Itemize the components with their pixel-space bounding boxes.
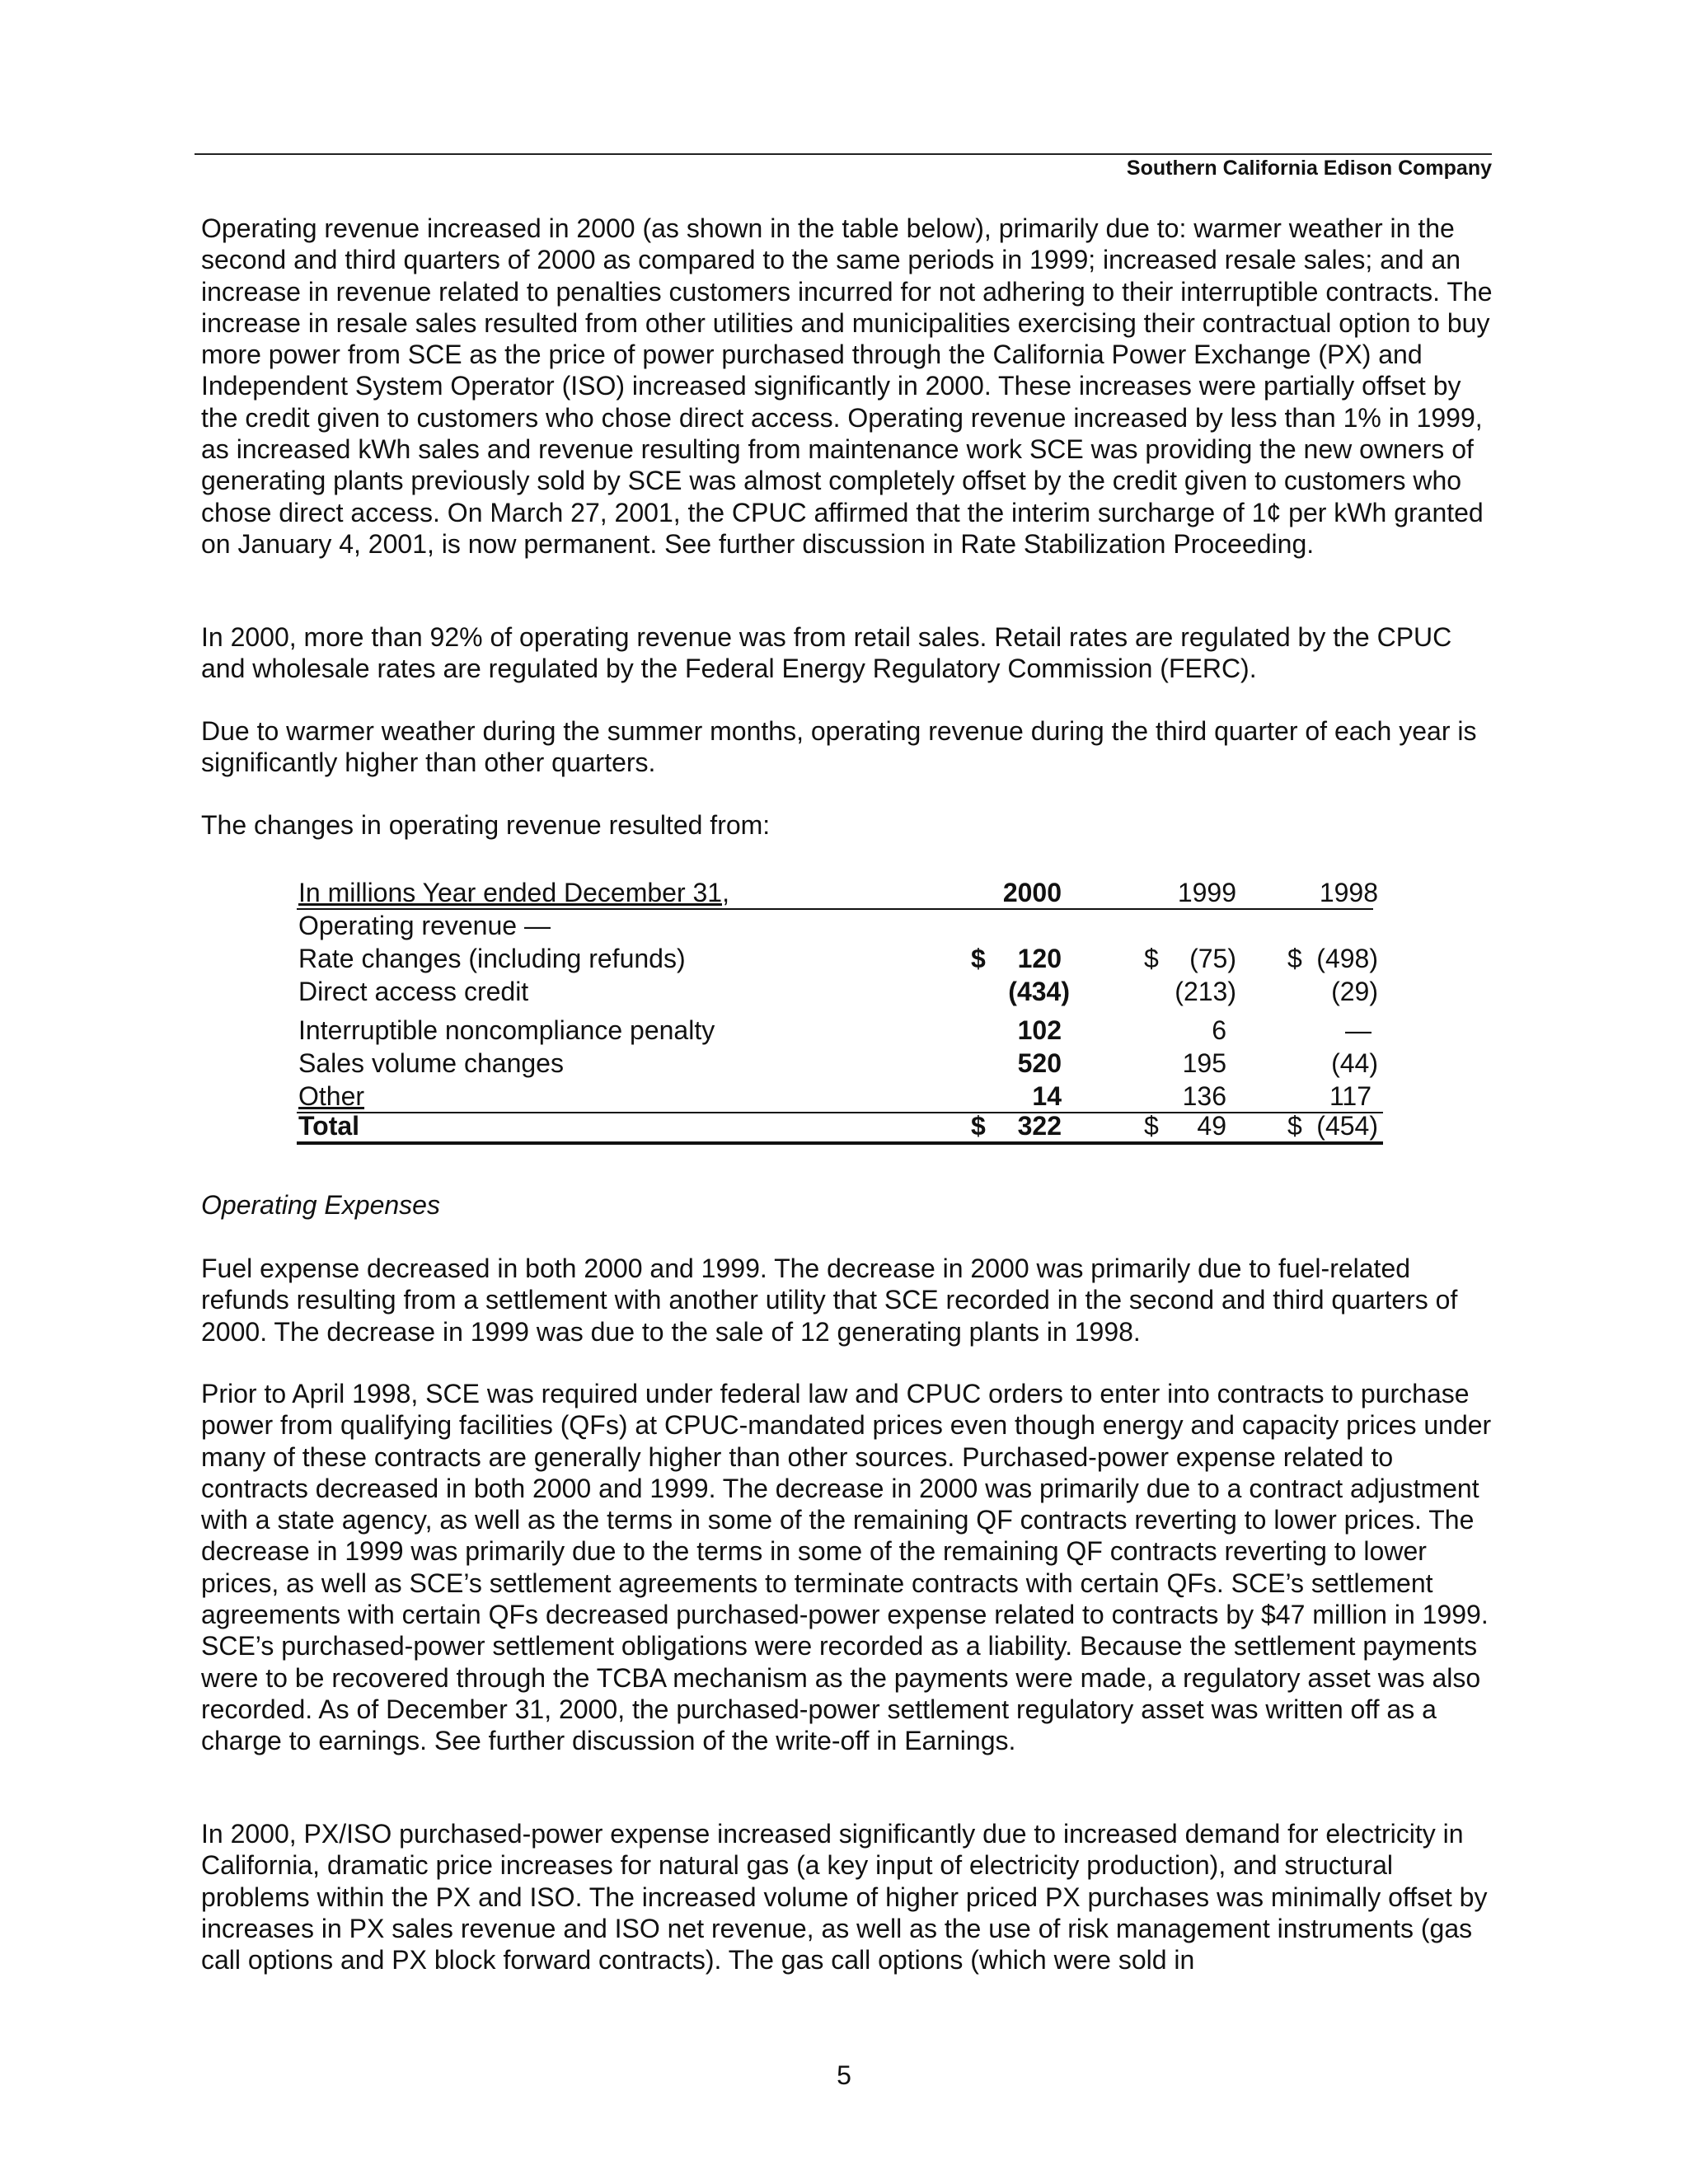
section-heading-operating-expenses: Operating Expenses <box>201 1190 440 1220</box>
company-name: Southern California Edison Company <box>1126 157 1492 180</box>
row-label: Sales volume changes <box>298 1048 564 1078</box>
table-header-1999: 1999 <box>1177 878 1236 907</box>
value-1998: (498) <box>1316 944 1378 973</box>
value-1998: (29) <box>1331 977 1378 1006</box>
table-row <box>297 1047 1383 1080</box>
paragraph-revenue-increase: Operating revenue increased in 2000 (as shown in the table below), primarily due to: warmer weather in the second and third quarters of 2000 as compared to the same periods in 1999; increased resale sales; and an increase in revenue related to penalties customers incurred for not adhering to their interruptible contracts. The increase in resale sales resulted from other utilities and municipalities exercising their contractual option to buy more power from SCE as the price of power purchased through the California Power Exchange (PX) and Independent System Operator (ISO) increased significantly in 2000. These increases were partially offset by the credit given to customers who chose direct access. Operating revenue increased by less than 1% in 1999, as increased kWh sales and revenue resulting from maintenance work SCE was providing the new owners of generating plants previously sold by SCE was almost completely offset by the credit given to customers who chose direct access. On March 27, 2001, the CPUC affirmed that the interim surcharge of 1¢ per kWh granted on January 4, 2001, is now permanent. See further discussion in Rate Stabilization Proceeding. <box>201 213 1493 559</box>
paragraph-px-iso-expense: In 2000, PX/ISO purchased-power expense increased significantly due to increased demand for electricity in California, dramatic price increases for natural gas (a key input of electricity production), and structural problems within the PX and ISO. The increased volume of higher priced PX purchases was minimally offset by increases in PX sales revenue and ISO net revenue, as well as the use of risk management instruments (gas call options and PX block forward contracts). The gas call options (which were sold in <box>201 1819 1488 1975</box>
dollar-sign: $ <box>1144 944 1159 973</box>
table-row <box>297 1015 1383 1047</box>
value-1999: 195 <box>1182 1048 1226 1078</box>
table-header-label: In millions Year ended December 31, <box>298 878 729 907</box>
dollar-sign: $ <box>1287 1111 1302 1141</box>
value-2000: (434) <box>1008 977 1070 1006</box>
table-header-2000: 2000 <box>1002 878 1062 907</box>
value-1999: (213) <box>1175 977 1236 1006</box>
total-1998: (454) <box>1316 1111 1378 1141</box>
table-row <box>297 1080 1383 1110</box>
total-2000: 322 <box>1017 1111 1062 1141</box>
value-1999: (75) <box>1189 944 1236 973</box>
dollar-sign: $ <box>971 1111 986 1141</box>
table-section-row <box>297 910 1383 943</box>
value-1999: 136 <box>1182 1081 1226 1111</box>
paragraph-warmer-weather: Due to warmer weather during the summer months, operating revenue during the third quarter of each year is significantly higher than other quarters. <box>201 716 1477 778</box>
total-label: Total <box>298 1111 360 1141</box>
table-row <box>297 976 1383 1015</box>
total-double-rule <box>297 1141 1383 1145</box>
table-header-1998: 1998 <box>1319 878 1378 907</box>
row-label: Rate changes (including refunds) <box>298 944 686 973</box>
value-1999: 6 <box>1212 1015 1226 1045</box>
dollar-sign: $ <box>1287 944 1302 973</box>
value-1998: (44) <box>1331 1048 1378 1078</box>
row-label: Other <box>298 1081 365 1111</box>
value-1998: 117 <box>1329 1081 1372 1111</box>
table-section-label: Operating revenue — <box>298 911 551 940</box>
table-total-row <box>297 1110 1383 1143</box>
row-label: Direct access credit <box>298 977 529 1006</box>
operating-revenue-table <box>297 877 1383 1143</box>
paragraph-fuel-expense: Fuel expense decreased in both 2000 and 1999. The decrease in 2000 was primarily due to fuel-related refunds resulting from a settlement with another utility that SCE recorded in the second and third quarters of 2000. The decrease in 1999 was due to the sale of 12 generating plants in 1998. <box>201 1254 1458 1347</box>
value-2000: 520 <box>1017 1048 1062 1078</box>
table-header-row <box>297 877 1383 910</box>
value-2000: 14 <box>1032 1081 1062 1111</box>
total-1999: 49 <box>1197 1111 1226 1141</box>
paragraph-table-intro: The changes in operating revenue resulted from: <box>201 810 771 840</box>
row-label: Interruptible noncompliance penalty <box>298 1015 715 1045</box>
dollar-sign: $ <box>971 944 986 973</box>
dollar-sign: $ <box>1144 1111 1159 1141</box>
header-rule <box>195 153 1492 155</box>
page-number: 5 <box>837 2060 851 2090</box>
table-row <box>297 943 1383 976</box>
value-1998: — <box>1345 1015 1372 1045</box>
value-2000: 120 <box>1017 944 1062 973</box>
paragraph-retail-sales: In 2000, more than 92% of operating revenue was from retail sales. Retail rates are regulated by the CPUC and wholesale rates are regulated by the Federal Energy Regulatory Commission (FERC). <box>201 622 1452 684</box>
paragraph-qf-contracts: Prior to April 1998, SCE was required under federal law and CPUC orders to enter into contracts to purchase power from qualifying facilities (QFs) at CPUC-mandated prices even though energy and capacity prices under many of these contracts are generally higher than other sources. Purchased-power expense related to contracts decreased in both 2000 and 1999. The decrease in 2000 was primarily due to a contract adjustment with a state agency, as well as the terms in some of the remaining QF contracts reverting to lower prices. The decrease in 1999 was primarily due to the terms in some of the remaining QF contracts reverting to lower prices, as well as SCE’s settlement agreements to terminate contracts with certain QFs. SCE’s settlement agreements with certain QFs decreased purchased-power expense related to contracts by $47 million in 1999. SCE’s purchased-power settlement obligations were recorded as a liability. Because the settlement payments were to be recovered through the TCBA mechanism as the payments were made, a regulatory asset was also recorded. As of December 31, 2000, the purchased-power settlement regulatory asset was written off as a charge to earnings. See further discussion of the write-off in Earnings. <box>201 1379 1492 1756</box>
value-2000: 102 <box>1017 1015 1062 1045</box>
